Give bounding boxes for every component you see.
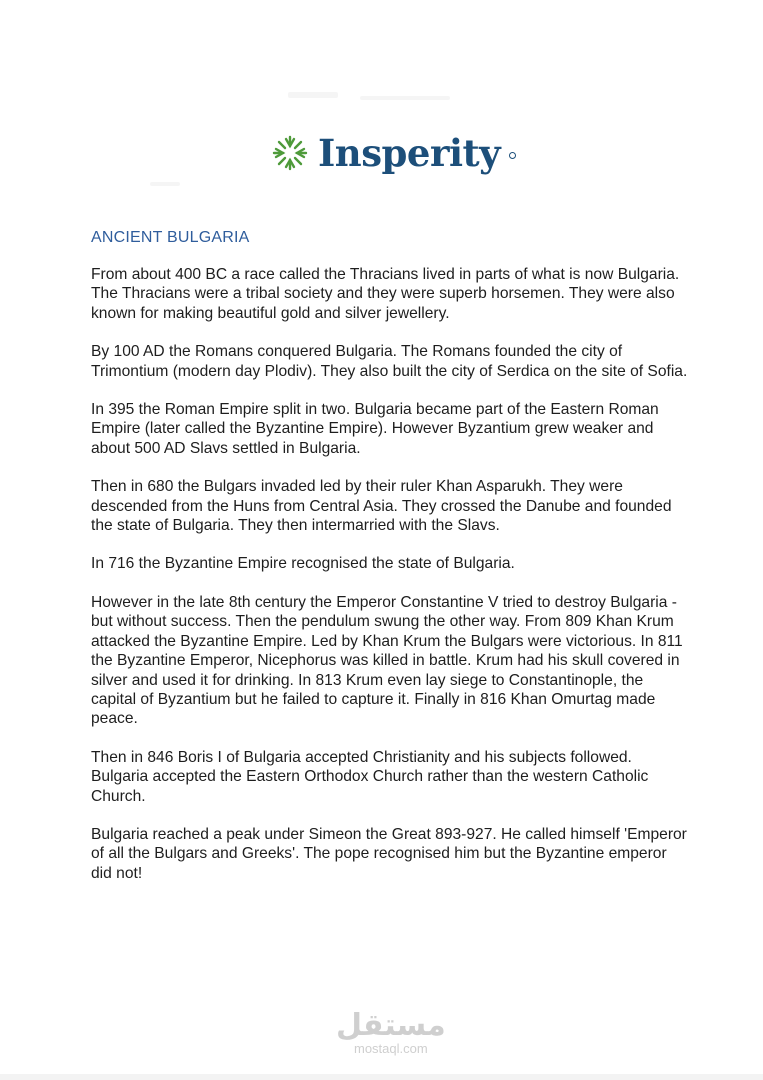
scan-artifact — [288, 92, 338, 98]
paragraph: Then in 680 the Bulgars invaded led by their ruler Khan Asparukh. They were descended from the Huns from Central Asia. They crossed the Danube and founded the state of Bulgaria. They then intermarried with the Slavs. — [91, 478, 672, 535]
document-heading: ANCIENT BULGARIA — [91, 229, 250, 246]
document-body — [91, 265, 691, 902]
paragraph: However in the late 8th century the Emperor Constantine V tried to destroy Bulgaria - but without success. Then the pendulum swung the other way. From 809 Khan Krum attacked the Byzantine Empire. Led by Khan Krum the Bulgars were victorious. In 811 the Byzantine Emperor, Nicephorus was killed in battle. Krum had his skull covered in silver and used it for drinking. In 813 Krum even lay siege to Constantinople, the capital of Byzantium but he failed to capture it. Finally in 816 Khan Omurtag made peace. — [91, 593, 683, 728]
scan-artifact — [360, 96, 450, 100]
watermark-arabic: مستقل — [336, 1008, 446, 1043]
paragraph: In 716 the Byzantine Empire recognised the state of Bulgaria. — [91, 555, 515, 573]
mostaql-watermark — [336, 1010, 446, 1056]
paragraph: Then in 846 Boris I of Bulgaria accepted Christianity and his subjects followed. Bulgaria accepted the Eastern Orthodox Church rather than the western Catholic Church. — [91, 748, 649, 805]
registered-mark-icon — [509, 152, 516, 159]
paragraph: By 100 AD the Romans conquered Bulgaria. The Romans founded the city of Trimontium (modern day Plodiv). They also built the city of Serdica on the site of Sofia. — [91, 343, 688, 380]
paragraph: In 395 the Roman Empire split in two. Bulgaria became part of the Eastern Roman Empire (later called the Byzantine Empire). However Byzantium grew weaker and about 500 AD Slavs settled in Bulgaria. — [91, 401, 659, 457]
page-edge — [0, 1074, 763, 1080]
watermark-domain: mostaql.com — [354, 1041, 428, 1056]
insperity-leaf-icon — [270, 133, 310, 173]
paragraph: Bulgaria reached a peak under Simeon the Great 893-927. He called himself 'Emperor of all the Bulgars and Greeks'. The pope recognised him but the Byzantine emperor did not! — [91, 825, 687, 882]
scan-artifact — [150, 182, 180, 186]
insperity-logo — [270, 130, 516, 175]
paragraph: From about 400 BC a race called the Thracians lived in parts of what is now Bulgaria. The Thracians were a tribal society and they were superb horsemen. They were also known for making beautiful gold and silver jewellery. — [91, 266, 680, 322]
logo-wordmark: Insperity — [318, 130, 501, 175]
